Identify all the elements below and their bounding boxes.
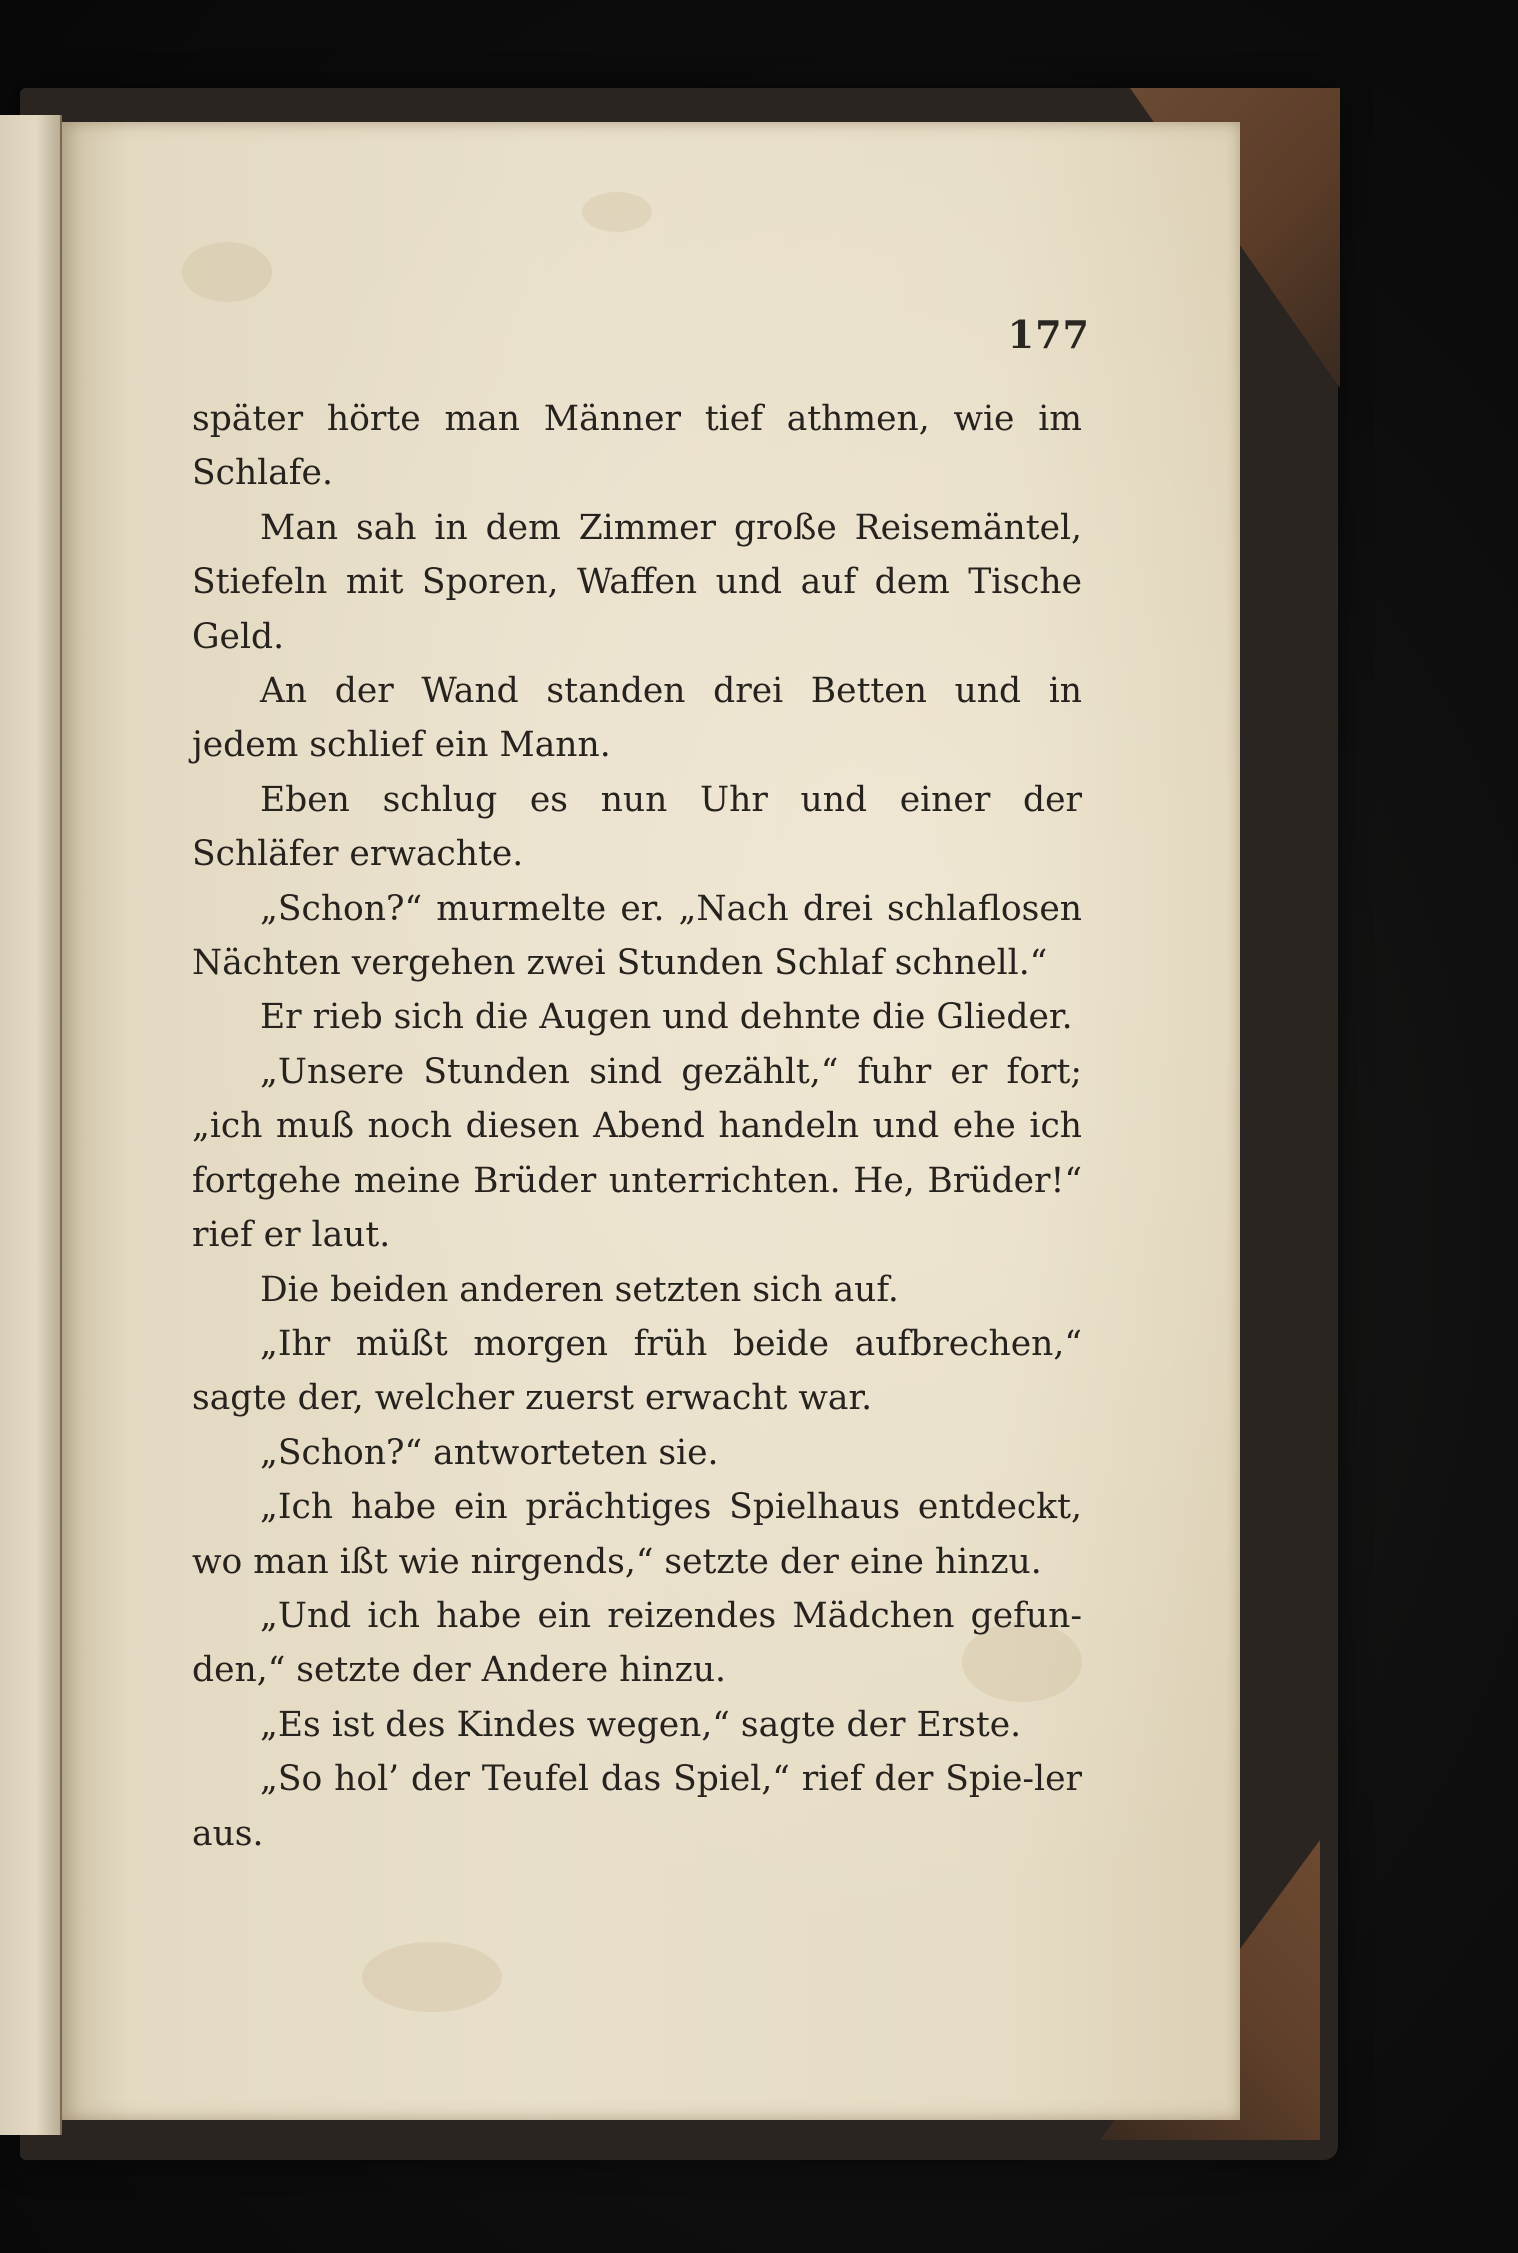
book-page <box>62 122 1240 2120</box>
paragraph: „Und ich habe ein reizendes Mädchen gefun-den,“ setzte der Andere hinzu. <box>192 1595 1082 1691</box>
body-text <box>192 392 1082 1861</box>
paper-stain <box>182 242 272 302</box>
page-number: 177 <box>1007 312 1090 357</box>
paragraph: „Ich habe ein prächtiges Spielhaus entdeckt, wo man ißt wie nirgends,“ setzte der eine hinzu. <box>192 1487 1082 1582</box>
paragraph: Eben schlug es nun Uhr und einer der Schläfer erwachte. <box>192 779 1082 875</box>
paragraph: Man sah in dem Zimmer große Reisemäntel, Stiefeln mit Sporen, Waffen und auf dem Tische Geld. <box>192 507 1082 657</box>
paragraph: „Ihr müßt morgen früh beide aufbrechen,“ sagte der, welcher zuerst erwacht war. <box>192 1323 1082 1419</box>
facing-page-edge <box>0 115 62 2135</box>
paragraph: „Unsere Stunden sind gezählt,“ fuhr er fort; „ich muß noch diesen Abend handeln und ehe ich fortgehe meine Brüder unterrichten. He, Brüder!“ rief er laut. <box>192 1051 1082 1256</box>
paragraph: „Es ist des Kindes wegen,“ sagte der Erste. <box>260 1704 1022 1745</box>
paper-stain <box>362 1942 502 2012</box>
paper-stain <box>582 192 652 232</box>
paragraph: An der Wand standen drei Betten und in jedem schlief ein Mann. <box>192 671 1082 766</box>
paragraph: „So hol’ der Teufel das Spiel,“ rief der Spie-ler aus. <box>192 1759 1082 1854</box>
paragraph: Die beiden anderen setzten sich auf. <box>260 1269 899 1310</box>
paragraph: „Schon?“ murmelte er. „Nach drei schlaflosen Nächten vergehen zwei Stunden Schlaf schnell.“ <box>192 888 1082 984</box>
paragraph: später hörte man Männer tief athmen, wie im Schlafe. <box>192 399 1082 494</box>
paragraph: Er rieb sich die Augen und dehnte die Glieder. <box>260 997 1073 1038</box>
paragraph: „Schon?“ antworteten sie. <box>260 1432 719 1473</box>
